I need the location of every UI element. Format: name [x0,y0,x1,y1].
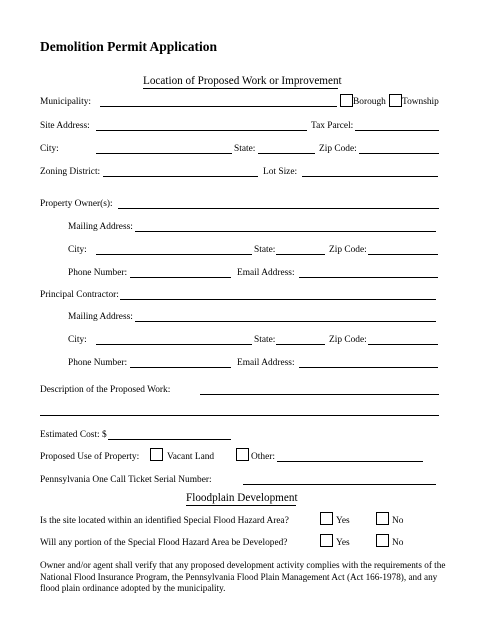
contractor-city-label: City: [68,335,87,345]
estimated-cost-label: Estimated Cost: $ [40,430,107,440]
tax-parcel-label: Tax Parcel: [311,121,354,131]
owner-phone-label: Phone Number: [68,268,128,278]
developed-no-label: No [392,538,404,548]
contractor-state-field[interactable] [276,344,325,345]
borough-checkbox[interactable] [340,94,353,107]
contractor-phone-label: Phone Number: [68,358,128,368]
developed-yes-label: Yes [336,538,350,548]
owner-state-label: State: [254,245,276,255]
township-checkbox[interactable] [389,94,402,107]
contractor-zip-label: Zip Code: [329,335,367,345]
zoning-field[interactable] [103,176,258,177]
vacant-land-checkbox[interactable] [150,448,163,461]
contractor-zip-field[interactable] [368,344,438,345]
contractor-email-label: Email Address: [237,358,295,368]
owner-phone-field[interactable] [130,277,231,278]
zoning-label: Zoning District: [40,167,101,177]
sfha-developed-question: Will any portion of the Special Flood Hazard Area be Developed? [40,538,288,548]
zip-label: Zip Code: [319,144,357,154]
sfha-yes-checkbox[interactable] [320,512,333,525]
owner-email-field[interactable] [299,277,438,278]
principal-contractor-label: Principal Contractor: [40,290,119,300]
owner-state-field[interactable] [276,254,325,255]
section-heading-underline [143,88,338,89]
owner-email-label: Email Address: [237,268,295,278]
zip-field[interactable] [359,153,439,154]
principal-contractor-field[interactable] [120,299,436,300]
sfha-yes-label: Yes [336,516,350,526]
site-address-label: Site Address: [40,121,90,131]
one-call-field[interactable] [243,484,436,485]
contractor-mailing-address-field[interactable] [135,321,436,322]
description-field-line2[interactable] [40,415,439,416]
lot-size-field[interactable] [302,176,438,177]
contractor-phone-field[interactable] [130,367,231,368]
compliance-statement: Owner and/or agent shall verify that any proposed development activity complies with the requirements of the National Flood Insurance Program, the Pennsylvania Flood Plain Management Act (Act 166-1978), and any flood plain ordinance adopted by the municipality. [40,560,446,593]
township-label: Township [402,97,439,107]
other-use-field[interactable] [277,461,423,462]
property-owner-label: Property Owner(s): [40,199,113,209]
sfha-question: Is the site located within an identified Special Flood Hazard Area? [40,516,289,526]
owner-zip-label: Zip Code: [329,245,367,255]
contractor-mailing-address-label: Mailing Address: [68,312,133,322]
municipality-label: Municipality: [40,97,92,107]
page-title: Demolition Permit Application [40,39,217,54]
state-field[interactable] [258,153,315,154]
state-label: State: [234,144,256,154]
description-field-line1[interactable] [200,394,439,395]
tax-parcel-field[interactable] [355,130,439,131]
other-use-checkbox[interactable] [236,448,249,461]
site-address-field[interactable] [96,130,307,131]
vacant-land-label: Vacant Land [167,452,215,462]
owner-mailing-address-label: Mailing Address: [68,222,133,232]
developed-yes-checkbox[interactable] [320,534,333,547]
sfha-no-label: No [392,516,404,526]
borough-label: Borough [353,97,386,107]
description-label: Description of the Proposed Work: [40,385,171,395]
contractor-city-field[interactable] [96,344,252,345]
section-heading-underline [186,505,296,506]
city-label: City: [40,144,59,154]
contractor-email-field[interactable] [299,367,438,368]
lot-size-label: Lot Size: [263,167,298,177]
section-heading-floodplain: Floodplain Development [186,492,298,504]
proposed-use-label: Proposed Use of Property: [40,452,140,462]
sfha-no-checkbox[interactable] [376,512,389,525]
estimated-cost-field[interactable] [108,439,231,440]
section-heading-location: Location of Proposed Work or Improvement [143,75,342,87]
developed-no-checkbox[interactable] [376,534,389,547]
property-owner-field[interactable] [118,208,439,209]
owner-city-label: City: [68,245,87,255]
owner-city-field[interactable] [96,254,252,255]
one-call-label: Pennsylvania One Call Ticket Serial Number: [40,475,212,485]
other-use-label: Other: [251,452,275,462]
contractor-state-label: State: [254,335,276,345]
owner-mailing-address-field[interactable] [135,231,436,232]
city-field[interactable] [96,153,232,154]
owner-zip-field[interactable] [368,254,438,255]
municipality-field[interactable] [100,106,337,107]
